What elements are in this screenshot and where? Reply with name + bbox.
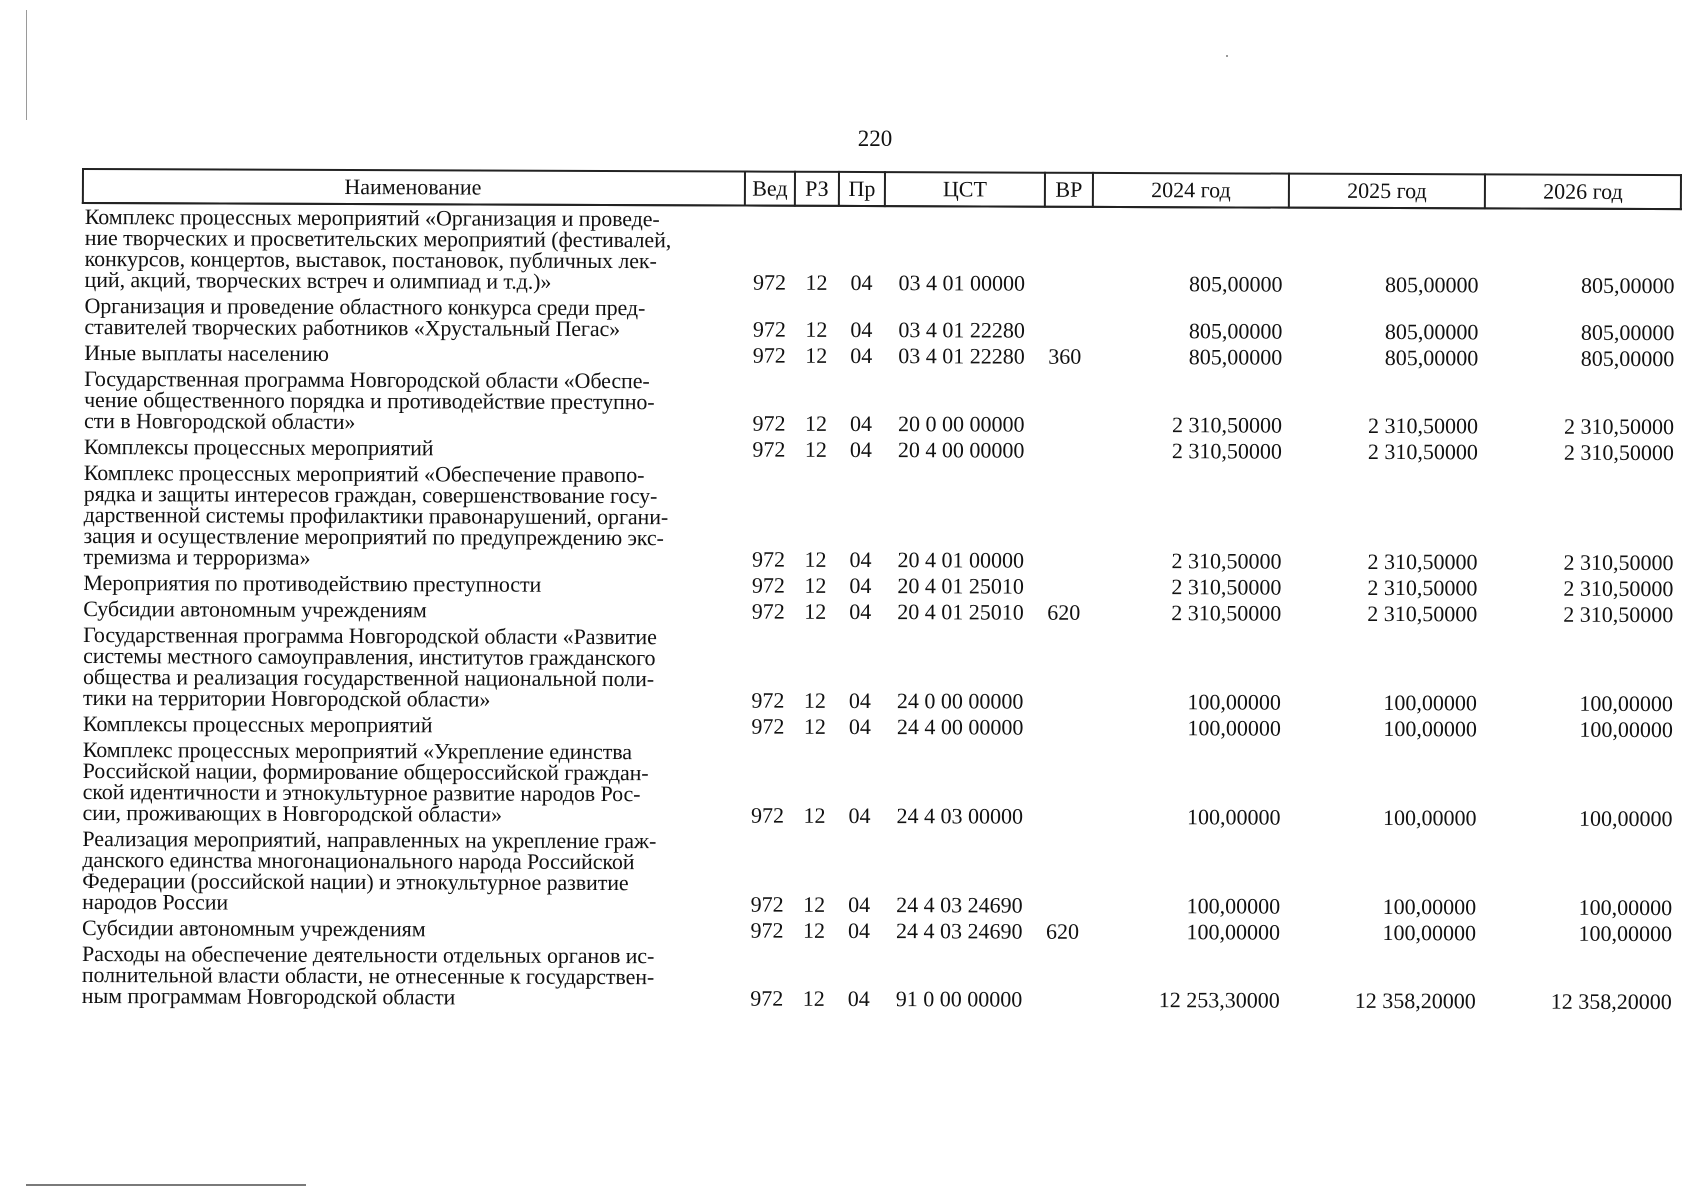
row-name-line: данского единства многонационального народа Российской [82, 847, 635, 875]
row-ved: 972 [751, 713, 785, 739]
row-vr [1045, 207, 1093, 297]
row-pr: 04 [849, 598, 872, 625]
column-header-2024: 2024 год [1093, 173, 1289, 208]
row-name-line: Федерации (российской нации) и этнокультурное развитие [82, 868, 629, 896]
row-cst: 03 4 01 00000 [898, 270, 1026, 296]
row-name [81, 622, 743, 714]
row-rz: 12 [803, 802, 826, 828]
row-amount-2026: 100,00000 [1578, 920, 1673, 947]
row-amount-2026: 805,00000 [1580, 319, 1675, 346]
row-name-line: Иные выплаты населению [84, 340, 329, 366]
row-pr: 04 [849, 546, 872, 573]
row-ved: 972 [750, 985, 784, 1011]
row-ved: 972 [751, 598, 785, 624]
row-ved: 972 [750, 891, 784, 917]
row-vr: 620 [1047, 599, 1081, 625]
row-name-line: полнительной власти области, не отнесенные к государствен- [81, 962, 655, 990]
row-vr [1042, 741, 1090, 830]
row-name [80, 737, 742, 829]
row-amount-2024: 100,00000 [1187, 689, 1282, 715]
row-amount-2024: 805,00000 [1188, 318, 1283, 344]
row-name [80, 826, 742, 918]
row-pr: 04 [848, 917, 871, 944]
row-cst: 20 4 01 00000 [897, 547, 1025, 573]
row-name-line: общества и реализация государственной национальной поли- [82, 664, 655, 692]
row-ved: 972 [753, 269, 787, 295]
row-pr: 04 [850, 342, 873, 369]
row-pr: 04 [847, 985, 870, 1012]
row-pr: 04 [848, 802, 871, 829]
row-name-line: конкурсов, концертов, выставок, постановок, публичных лек- [84, 246, 657, 274]
row-ved: 972 [752, 436, 786, 462]
row-name-line: зация и осуществление мероприятий по предупреждению экс- [83, 523, 664, 551]
row-name-line: Комплекс процессных мероприятий «Организация и проведе- [84, 204, 660, 232]
row-name-line: дарственной системы профилактики правонарушений, органи- [83, 502, 669, 530]
row-name-line: Государственная программа Новгородской области «Обеспе- [84, 366, 650, 394]
row-name-line: тики на территории Новгородской области» [82, 685, 491, 712]
row-name [82, 340, 744, 369]
row-amount-2025: 2 310,50000 [1367, 574, 1478, 601]
row-amount-2026: 100,00000 [1579, 716, 1673, 743]
row-amount-2026: 2 310,50000 [1563, 413, 1675, 440]
row-cst: 20 4 01 25010 [897, 599, 1024, 625]
row-vr [1042, 945, 1090, 1013]
row-name-line: ставителей творческих работников «Хрустальный Пегас» [84, 314, 621, 342]
row-vr [1044, 438, 1092, 464]
row-name [80, 915, 742, 944]
table-row [81, 622, 1679, 717]
row-amount-2025: 805,00000 [1384, 319, 1479, 345]
row-amount-2024: 100,00000 [1187, 715, 1281, 741]
column-header-pr: Пр [839, 172, 885, 206]
row-rz: 12 [805, 342, 828, 368]
row-ved: 972 [750, 802, 785, 828]
row-ved: 972 [751, 687, 785, 713]
row-pr: 04 [850, 316, 873, 343]
row-cst: 20 4 01 25010 [897, 573, 1024, 599]
row-amount-2026: 2 310,50000 [1563, 575, 1674, 602]
table-row [80, 737, 1678, 832]
row-name [82, 434, 744, 463]
row-amount-2025: 100,00000 [1382, 919, 1477, 946]
row-cst: 24 4 03 00000 [896, 803, 1024, 829]
row-name-line: чение общественного порядка и противодействие преступно- [84, 387, 655, 415]
row-cst: 24 4 03 24690 [896, 918, 1023, 944]
row-amount-2026: 805,00000 [1580, 345, 1675, 372]
row-amount-2025: 2 310,50000 [1367, 412, 1479, 439]
row-amount-2025: 100,00000 [1382, 805, 1477, 831]
row-cst: 91 0 00 00000 [895, 986, 1023, 1012]
row-rz: 12 [803, 891, 826, 917]
table-row [82, 293, 1680, 346]
table-row [81, 460, 1679, 576]
row-pr: 04 [849, 572, 872, 599]
row-ved: 972 [752, 342, 786, 368]
row-ved: 972 [751, 546, 786, 572]
row-name-line: Комплексы процессных мероприятий [83, 434, 434, 461]
row-rz: 12 [804, 436, 827, 462]
row-amount-2024: 100,00000 [1186, 919, 1281, 945]
row-vr [1043, 626, 1091, 715]
row-vr [1042, 830, 1090, 919]
column-header-2025: 2025 год [1289, 174, 1485, 209]
row-pr: 04 [849, 410, 873, 437]
row-name-line: Комплекс процессных мероприятий «Укрепление единства [82, 737, 632, 765]
row-pr: 04 [848, 687, 872, 714]
row-name-line: сии, проживающих в Новгородской области» [82, 800, 502, 827]
row-pr: 04 [849, 436, 872, 463]
row-rz: 12 [802, 985, 825, 1011]
row-amount-2024: 100,00000 [1186, 804, 1281, 830]
row-vr [1043, 574, 1091, 600]
budget-sheet [79, 168, 1680, 1015]
row-rz: 12 [803, 917, 826, 943]
row-amount-2024: 100,00000 [1186, 893, 1281, 919]
row-amount-2026: 2 310,50000 [1563, 439, 1674, 466]
row-name-line: системы местного самоуправления, институтов гражданского [83, 643, 656, 671]
row-cst: 03 4 01 22280 [898, 343, 1025, 369]
scan-bottom-line [26, 1184, 306, 1186]
row-name-line: Субсидии автономным учреждениям [83, 596, 427, 623]
row-amount-2026: 100,00000 [1579, 690, 1674, 717]
table-row [80, 826, 1678, 921]
row-amount-2026: 12 358,20000 [1550, 988, 1672, 1015]
row-amount-2025: 2 310,50000 [1367, 438, 1478, 465]
row-name-line: Реализация мероприятий, направленных на укрепление граж- [82, 826, 657, 854]
row-ved: 972 [752, 316, 786, 342]
row-name-line: ным программам Новгородской области [81, 983, 456, 1010]
row-pr: 04 [848, 891, 871, 918]
row-amount-2024: 2 310,50000 [1171, 600, 1282, 626]
row-amount-2024: 2 310,50000 [1171, 412, 1283, 438]
row-amount-2026: 2 310,50000 [1563, 601, 1674, 628]
table-body [80, 203, 1681, 1015]
row-ved: 972 [750, 917, 784, 943]
row-amount-2026: 100,00000 [1578, 894, 1673, 921]
row-vr [1043, 464, 1091, 574]
page-number: 220 [857, 126, 893, 151]
row-amount-2025: 805,00000 [1385, 272, 1479, 298]
row-name [81, 570, 743, 599]
row-cst: 20 0 00 00000 [897, 411, 1025, 437]
table-row [82, 366, 1680, 440]
row-amount-2024: 805,00000 [1189, 271, 1283, 297]
row-name-line: Расходы на обеспечение деятельности отдельных органов ис- [81, 941, 655, 969]
row-name-line: Комплексы процессных мероприятий [82, 711, 433, 738]
row-amount-2024: 12 253,30000 [1158, 987, 1280, 1013]
table-row [80, 941, 1678, 1015]
row-amount-2026: 100,00000 [1578, 805, 1673, 832]
row-name-line: Организация и проведение областного конкурса среди пред- [84, 293, 646, 321]
row-amount-2026: 805,00000 [1581, 272, 1675, 299]
row-rz: 12 [804, 572, 827, 598]
row-name-line: ций, акций, творческих встреч и олимпиад и т.д.)» [84, 267, 552, 294]
row-name-line: сти в Новгородской области» [83, 408, 356, 435]
row-cst: 24 4 03 24690 [896, 892, 1023, 918]
row-amount-2024: 2 310,50000 [1171, 548, 1282, 574]
row-amount-2024: 2 310,50000 [1171, 574, 1282, 600]
row-name-line: тремизма и терроризма» [83, 544, 311, 570]
column-header-cst: ЦСТ [885, 172, 1045, 207]
row-name [81, 711, 743, 740]
row-amount-2024: 2 310,50000 [1171, 438, 1282, 464]
row-rz: 12 [805, 269, 828, 295]
row-name-line: рядка и защиты интересов граждан, совершенствование госу- [83, 481, 658, 509]
row-rz: 12 [803, 687, 827, 713]
row-name-line: Российской нации, формирование общероссийской граждан- [82, 758, 649, 786]
row-name [80, 941, 742, 1012]
row-vr [1044, 297, 1092, 344]
column-header-2026: 2026 год [1485, 174, 1681, 209]
row-amount-2025: 2 310,50000 [1367, 548, 1478, 575]
row-vr: 360 [1048, 343, 1082, 369]
row-cst: 24 0 00 00000 [896, 688, 1024, 714]
budget-table [79, 168, 1682, 1015]
row-name-line: Комплекс процессных мероприятий «Обеспечение правопо- [83, 460, 645, 488]
row-vr: 620 [1046, 918, 1080, 944]
column-header-name: Наименование [83, 169, 745, 206]
row-name [82, 366, 744, 437]
row-cst: 20 4 00 00000 [897, 437, 1025, 463]
row-rz: 12 [804, 598, 827, 624]
row-rz: 12 [803, 713, 826, 739]
row-rz: 12 [804, 410, 828, 436]
row-name [81, 596, 743, 625]
row-amount-2025: 100,00000 [1383, 716, 1477, 742]
row-amount-2025: 2 310,50000 [1367, 600, 1478, 627]
row-vr [1044, 370, 1092, 438]
row-amount-2024: 805,00000 [1188, 344, 1283, 370]
row-name-line: Государственная программа Новгородской области «Развитие [83, 622, 657, 650]
row-pr: 04 [848, 713, 871, 740]
row-amount-2025: 805,00000 [1384, 345, 1479, 371]
row-amount-2025: 100,00000 [1382, 893, 1477, 920]
row-name-line: Мероприятия по противодействию преступности [83, 570, 542, 597]
row-amount-2025: 12 358,20000 [1354, 987, 1476, 1014]
column-header-ved: Вед [745, 172, 795, 206]
scan-edge-line [26, 10, 27, 120]
row-rz: 12 [804, 546, 827, 572]
row-name-line: Субсидии автономным учреждениям [82, 915, 426, 942]
row-amount-2025: 100,00000 [1383, 690, 1478, 716]
row-name-line: народов России [82, 889, 229, 915]
column-header-rz: РЗ [795, 172, 839, 206]
row-ved: 972 [752, 410, 786, 436]
row-name [81, 460, 743, 573]
row-name [82, 293, 744, 343]
column-header-vr: ВР [1045, 173, 1093, 207]
row-name-line: ской идентичности и этнокультурное развитие народов Рос- [82, 779, 641, 807]
table-row [83, 203, 1681, 299]
row-name-line: ние творческих и просветительских мероприятий (фестивалей, [84, 225, 672, 253]
row-amount-2026: 2 310,50000 [1563, 549, 1674, 576]
row-pr: 04 [850, 269, 873, 296]
scan-speck [1226, 55, 1228, 57]
row-cst: 03 4 01 22280 [898, 317, 1025, 343]
row-name [83, 203, 745, 296]
row-cst: 24 4 00 00000 [896, 714, 1024, 740]
row-rz: 12 [805, 316, 828, 342]
row-vr [1043, 715, 1091, 741]
row-ved: 972 [751, 572, 785, 598]
